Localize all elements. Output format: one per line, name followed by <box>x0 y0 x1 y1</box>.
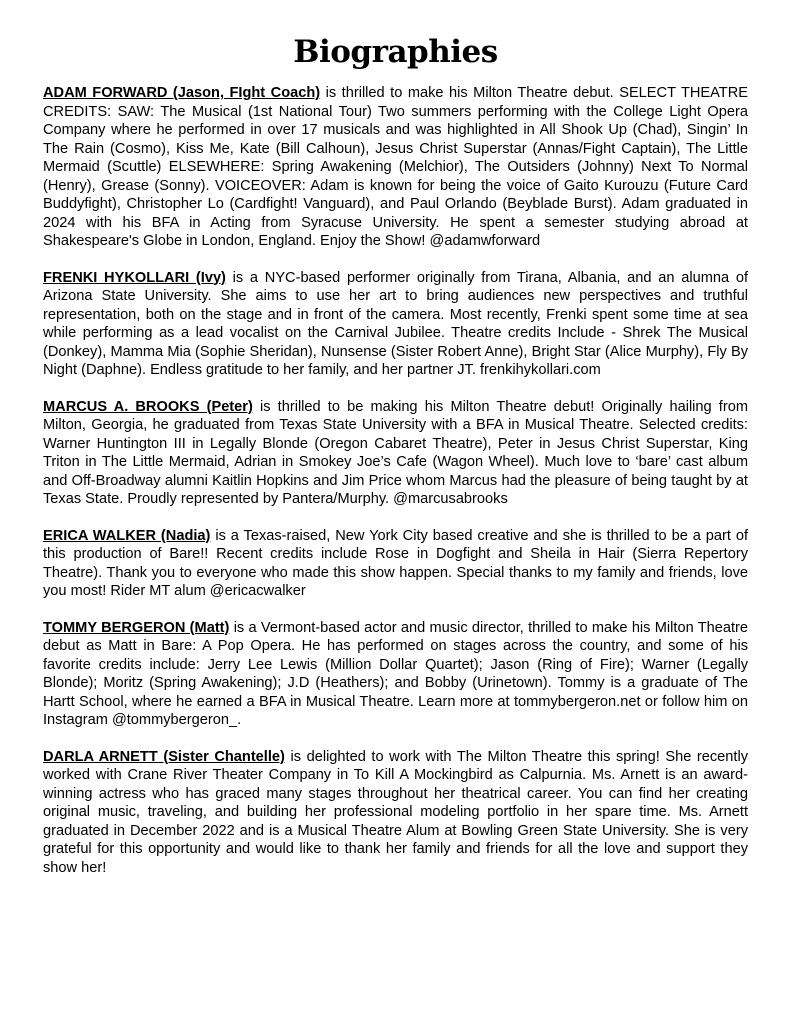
bio-text: is a Texas-raised, New York City based creative and she is thrilled to be a part of this production of Bare!! Recent credits include Rose in Dogfight and Sheila in Hair (Sierra Repertory Theatre). Thank you to everyone who made this show happen. Special thanks to my family and friends, love you most! Rider MT alum @ericacwalker <box>43 527 749 599</box>
bio-frenki-hykollari <box>43 269 748 380</box>
bios-list <box>43 84 748 877</box>
bio-marcus-brooks <box>43 398 748 509</box>
bio-text: is thrilled to make his Milton Theatre debut. SELECT THEATRE CREDITS: SAW: The Musical (1st National Tour) Two summers performing with the College Light Opera Company where he performed in over 17 musicals and was highlighted in All Shook Up (Chad), Singin’ In The Rain (Cosmo), Kiss Me, Kate (Bill Calhoun), Jesus Christ Superstar (Annas/Fight Captain), The Little Mermaid (Scuttle) ELSEWHERE: Spring Awakening (Melchior), The Outsiders (Johnny) Next To Normal (Henry), Grease (Sonny). VOICEOVER: Adam is known for being the voice of Gaito Kurouzu (Future Card Buddyfight), Christopher Lo (Cardfight! Vanguard), and Paul Orlando (Beyblade Burst). Adam graduated in 2024 with his BFA in Acting from Syracuse University. He spent a semester studying abroad at Shakespeare's Globe in London, England. Enjoy the Show! @adamwforward <box>43 85 748 249</box>
bio-name: TOMMY BERGERON (Matt) <box>43 619 230 636</box>
bio-text: is a Vermont-based actor and music director, thrilled to make his Milton Theatre debut as Matt in Bare: A Pop Opera. He has performed on stages across the country, and some of his favorite credits include: Jerry Lee Lewis (Million Dollar Quartet); Jason (Ring of Fire); Warner (Legally Blonde); Moritz (Spring Awakening); J.D (Heathers); and Bobby (Urinetown). Tommy is a graduate of The Hartt School, where he earned a BFA in Musical Theatre. Learn more at tommybergeron.net or follow him on Instagram @tommybergeron_. <box>43 619 748 728</box>
page-title: Biographies <box>293 34 498 70</box>
bio-text: is delighted to work with The Milton Theatre this spring! She recently worked with Crane River Theater Company in To Kill A Mockingbird as Calpurnia. Ms. Arnett is an award-winning actress who has graced many stages throughout her theatrical career. You can find her creating original music, traveling, and building her professional modeling portfolio in her spare time. Ms. Arnett graduated in December 2022 and is a Musical Theatre Alum at Bowling Green State University. She is very grateful for this opportunity and would like to thank her family and friends for all the love and support they show her! <box>43 748 748 876</box>
bio-name: DARLA ARNETT (Sister Chantelle) <box>43 748 285 765</box>
bio-adam-forward <box>43 84 748 251</box>
bio-name: ERICA WALKER (Nadia) <box>43 527 211 544</box>
bio-erica-walker <box>43 527 748 601</box>
bio-tommy-bergeron <box>43 619 748 730</box>
bio-text: is thrilled to be making his Milton Theatre debut! Originally hailing from Milton, Georgia, he graduated from Texas State University with a BFA in Musical Theatre. Selected credits: Warner Huntington III in Legally Blonde (Oregon Cabaret Theatre), Peter in Jesus Christ Superstar, King Triton in The Little Mermaid, Adrian in Smokey Joe’s Cafe (Wagon Wheel). Much love to ‘bare’ cast album and Off-Broadway alumni Kaitlin Hopkins and Jim Price whom Marcus had the pleasure of being taught by at Texas State. Proudly represented by Pantera/Murphy. @marcusabrooks <box>43 398 748 507</box>
bio-name: ADAM FORWARD (Jason, FIght Coach) <box>43 85 321 101</box>
bio-darla-arnett <box>43 748 748 878</box>
bio-name: FRENKI HYKOLLARI (Ivy) <box>43 269 226 286</box>
bio-text: is a NYC-based performer originally from Tirana, Albania, and an alumna of Arizona State University. She aims to use her art to bring audiences new perspectives and truthful representation, both on the stage and in front of the camera. Most recently, Frenki spent some time at sea while performing as a lead vocalist on the Carnival Jubilee. Theatre credits Include - Shrek The Musical (Donkey), Mamma Mia (Sophie Sheridan), Nunsense (Sister Robert Anne), Bright Star (Alice Murphy), Fly By Night (Daphne). Endless gratitude to her family, and her partner JT. frenkihykollari.com <box>43 269 748 378</box>
bio-name: MARCUS A. BROOKS (Peter) <box>43 398 253 415</box>
